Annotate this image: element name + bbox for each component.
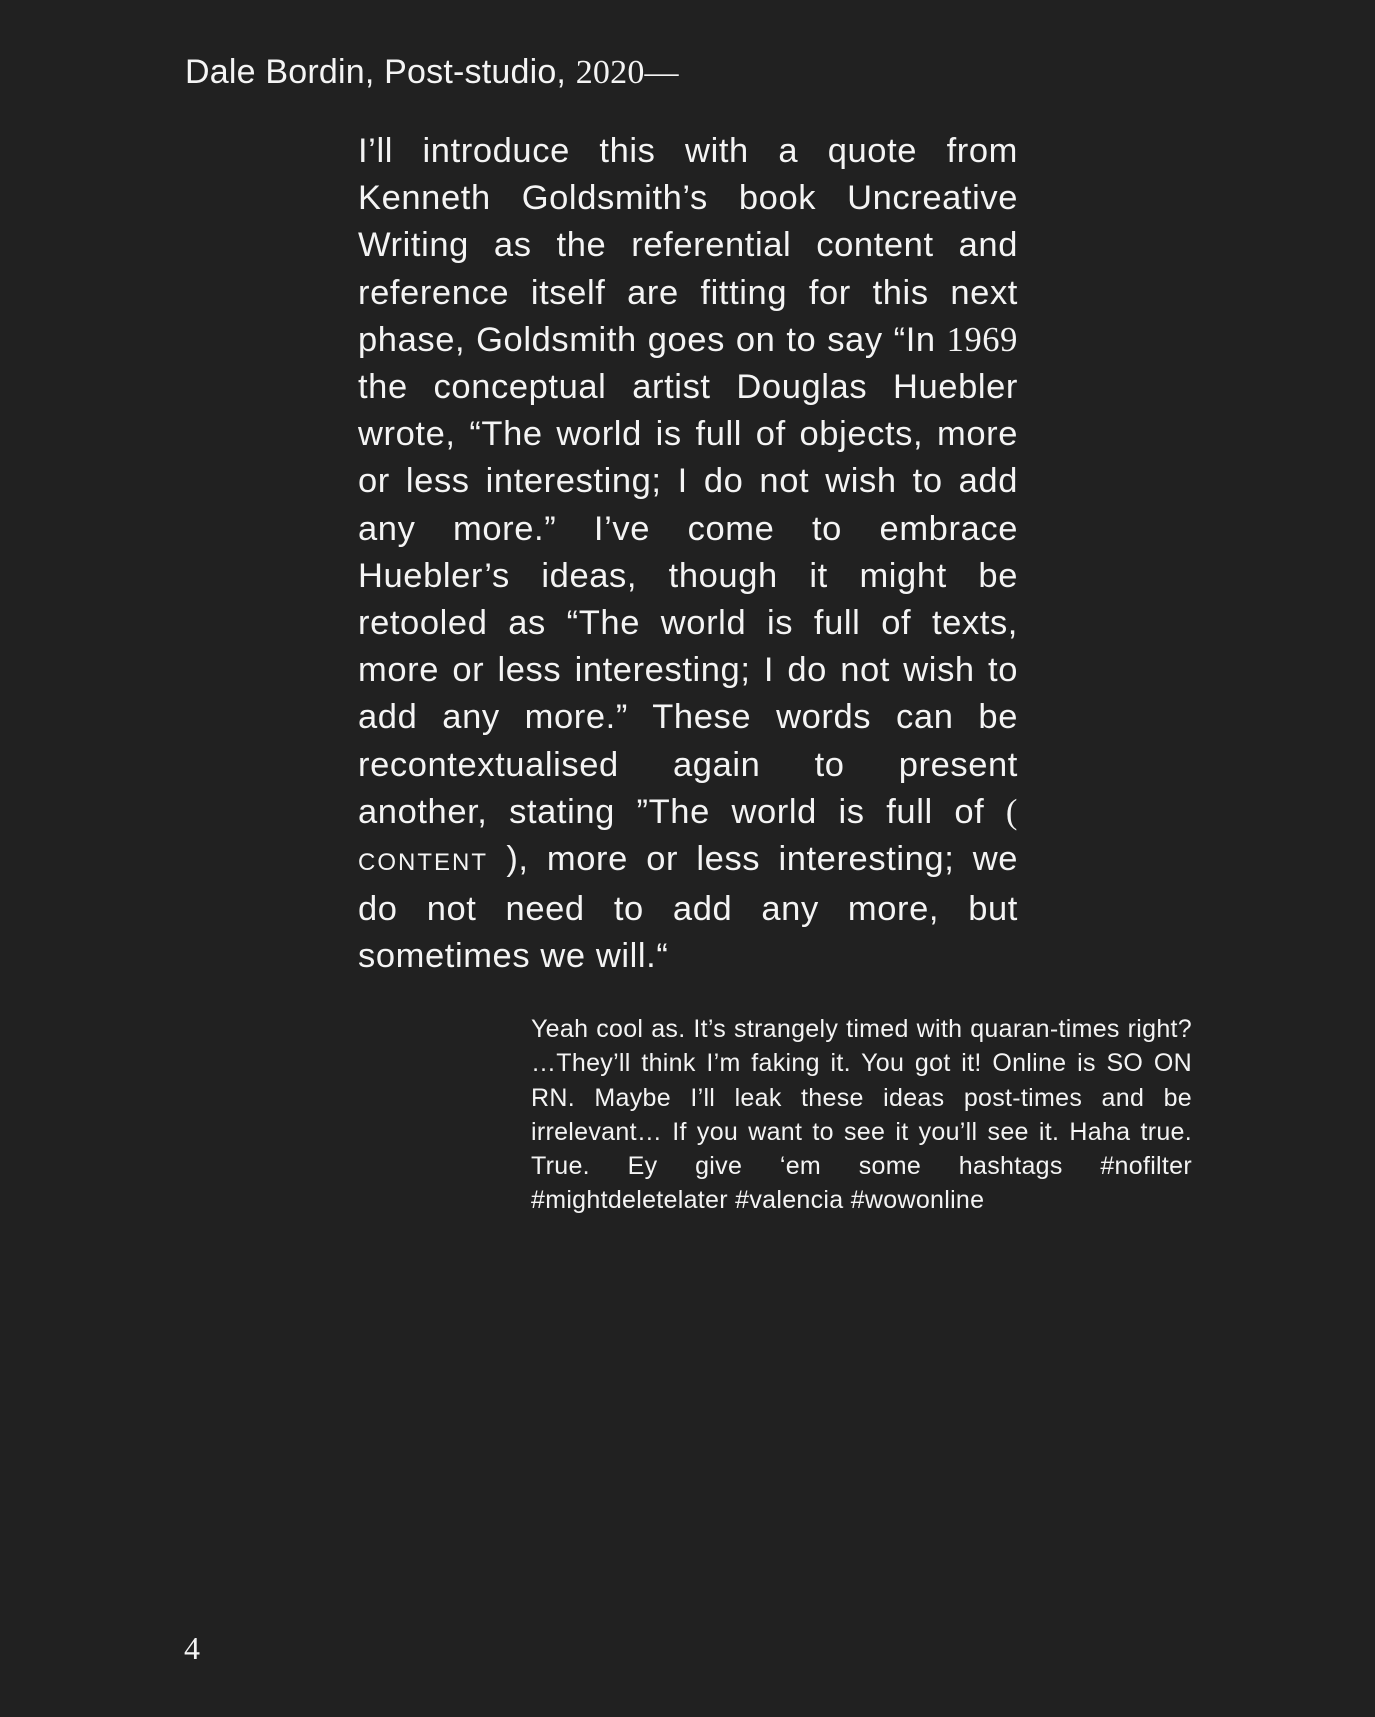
bracket-open: ( [1005,792,1018,831]
header-author-title: Dale Bordin, Post-studio, [185,53,567,91]
main-text-part-3: more or less interesting; we do not need to add any more, but sometimes we will.“ [358,840,1019,976]
bracket-close: ), [506,840,529,879]
aside-paragraph: Yeah cool as. It’s strangely timed with quaran-times right? …They’ll think I’m faking it. You got it! Online is SO ON RN. Maybe I’ll leak these ideas post-times and be irrelevant… If you want to see it you’ll see it. Haha true. True. Ey give ‘em some hashtags #nofilter #mightdeletelater #valencia #wowonline [531,1015,1192,1215]
main-text-part-1: I’ll introduce this with a quote from Kenneth Goldsmith’s book Uncreative Writing as the referential content and reference itself are fitting for this next phase, Goldsmith goes on to say “In [358,132,1018,359]
main-paragraph [358,128,1018,981]
page-number: 4 [184,1630,200,1666]
page-header [185,48,679,97]
content-word: CONTENT [358,849,488,877]
main-year: 1969 [946,320,1018,359]
header-year: 2020— [575,54,679,91]
main-text-part-2: the conceptual artist Douglas Huebler wrote, “The world is full of objects, more or less interesting; I do not wish to add any more.” I’ve come to embrace Huebler’s ideas, though it might be retooled as “The world is full of texts, more or less interesting; I do not wish to add any more.” These words can be recontextualised again to present another, stating ”The world is full of [358,368,1018,831]
